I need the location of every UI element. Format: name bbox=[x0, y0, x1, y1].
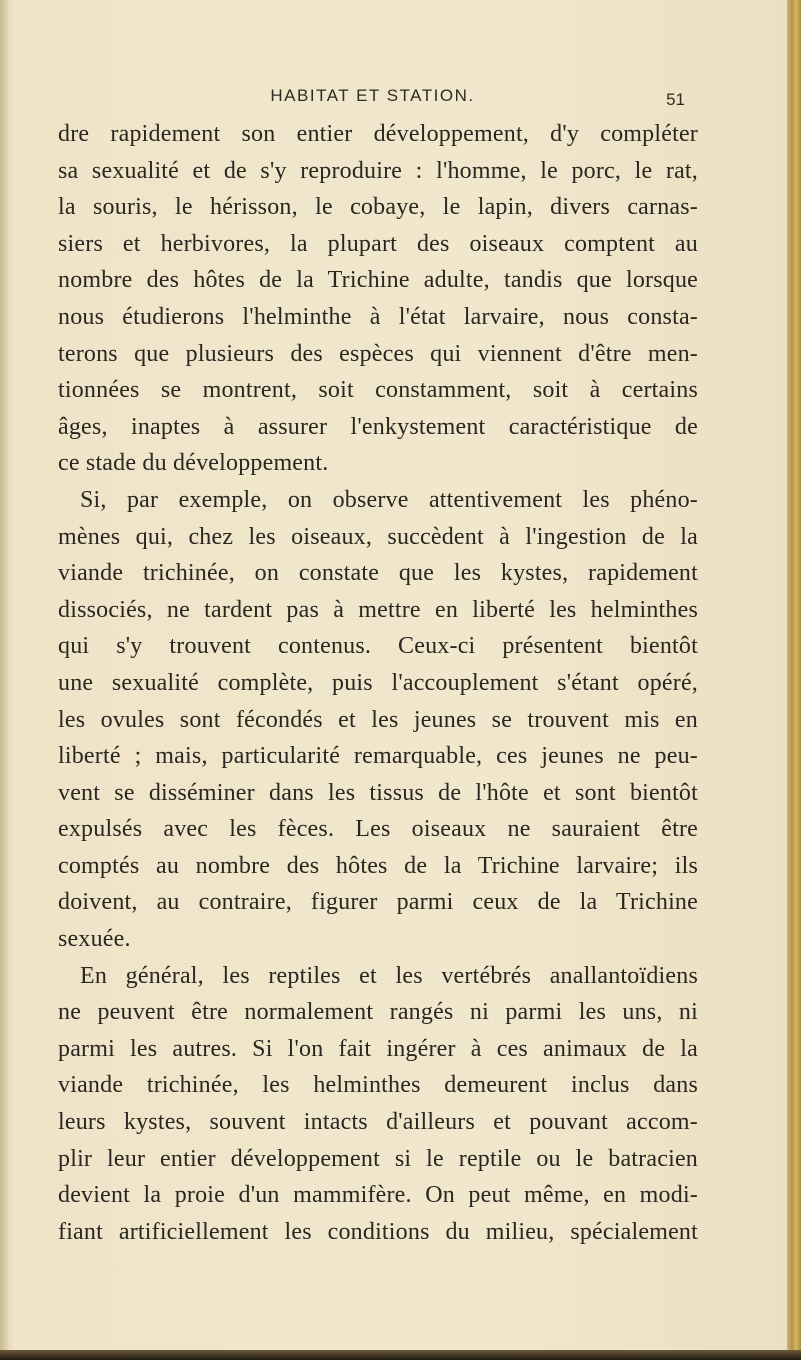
book-spine-edge bbox=[787, 0, 801, 1360]
text-line: qui s'y trouvent contenus. Ceux-ci présentent bientôt bbox=[58, 633, 698, 660]
text-line: sa sexualité et de s'y reproduire : l'homme, le porc, le rat, bbox=[58, 157, 698, 184]
text-line: liberté ; mais, particularité remarquable, ces jeunes ne peu- bbox=[58, 743, 698, 770]
text-line: viande trichinée, les helminthes demeurent inclus dans bbox=[58, 1072, 698, 1099]
text-line: siers et herbivores, la plupart des oiseaux comptent au bbox=[58, 230, 698, 257]
paragraph-first-line: En général, les reptiles et les vertébrés anallantoïdiens bbox=[80, 962, 698, 989]
text-line: doivent, au contraire, figurer parmi ceux de la Trichine bbox=[58, 889, 698, 916]
text-line: terons que plusieurs des espèces qui viennent d'être men- bbox=[58, 340, 698, 367]
text-line: nombre des hôtes de la Trichine adulte, tandis que lorsque bbox=[58, 267, 698, 294]
text-line: viande trichinée, on constate que les kystes, rapidement bbox=[58, 560, 698, 587]
text-line: vent se disséminer dans les tissus de l'hôte et sont bientôt bbox=[58, 779, 698, 806]
text-line: fiant artificiellement les conditions du milieu, spécialement bbox=[58, 1218, 698, 1245]
text-line: ne peuvent être normalement rangés ni parmi les uns, ni bbox=[58, 999, 698, 1026]
text-line: dissociés, ne tardent pas à mettre en liberté les helminthes bbox=[58, 596, 698, 623]
paragraph-first-line: Si, par exemple, on observe attentivement les phéno- bbox=[80, 486, 698, 513]
text-line: dre rapidement son entier développement, d'y compléter bbox=[58, 121, 698, 147]
text-line: mènes qui, chez les oiseaux, succèdent à l'ingestion de la bbox=[58, 523, 698, 550]
text-line: la souris, le hérisson, le cobaye, le lapin, divers carnas- bbox=[58, 194, 698, 221]
body-text bbox=[58, 116, 698, 1250]
text-line: sexuée. bbox=[58, 926, 131, 953]
text-line: leurs kystes, souvent intacts d'ailleurs et pouvant accom- bbox=[58, 1109, 698, 1136]
running-title: HABITAT ET STATION. bbox=[270, 86, 475, 105]
text-line: parmi les autres. Si l'on fait ingérer à ces animaux de la bbox=[58, 1035, 698, 1062]
text-line: ce stade du développement. bbox=[58, 450, 329, 477]
text-line: nous étudierons l'helminthe à l'état larvaire, nous consta- bbox=[58, 303, 698, 330]
text-line: devient la proie d'un mammifère. On peut même, en modi- bbox=[58, 1182, 698, 1209]
page-number: 51 bbox=[666, 90, 685, 109]
page-bottom-edge bbox=[0, 1350, 801, 1360]
text-line: comptés au nombre des hôtes de la Trichine larvaire; ils bbox=[58, 852, 698, 879]
text-line: les ovules sont fécondés et les jeunes se trouvent mis en bbox=[58, 706, 698, 733]
text-line: tionnées se montrent, soit constamment, soit à certains bbox=[58, 377, 698, 404]
page-left-edge bbox=[0, 0, 8, 1360]
text-line: une sexualité complète, puis l'accouplement s'étant opéré, bbox=[58, 669, 698, 696]
running-head bbox=[60, 86, 685, 114]
text-line: plir leur entier développement si le reptile ou le batracien bbox=[58, 1145, 698, 1172]
text-line: expulsés avec les fèces. Les oiseaux ne sauraient être bbox=[58, 816, 698, 843]
text-line: âges, inaptes à assurer l'enkystement caractéristique de bbox=[58, 413, 698, 440]
